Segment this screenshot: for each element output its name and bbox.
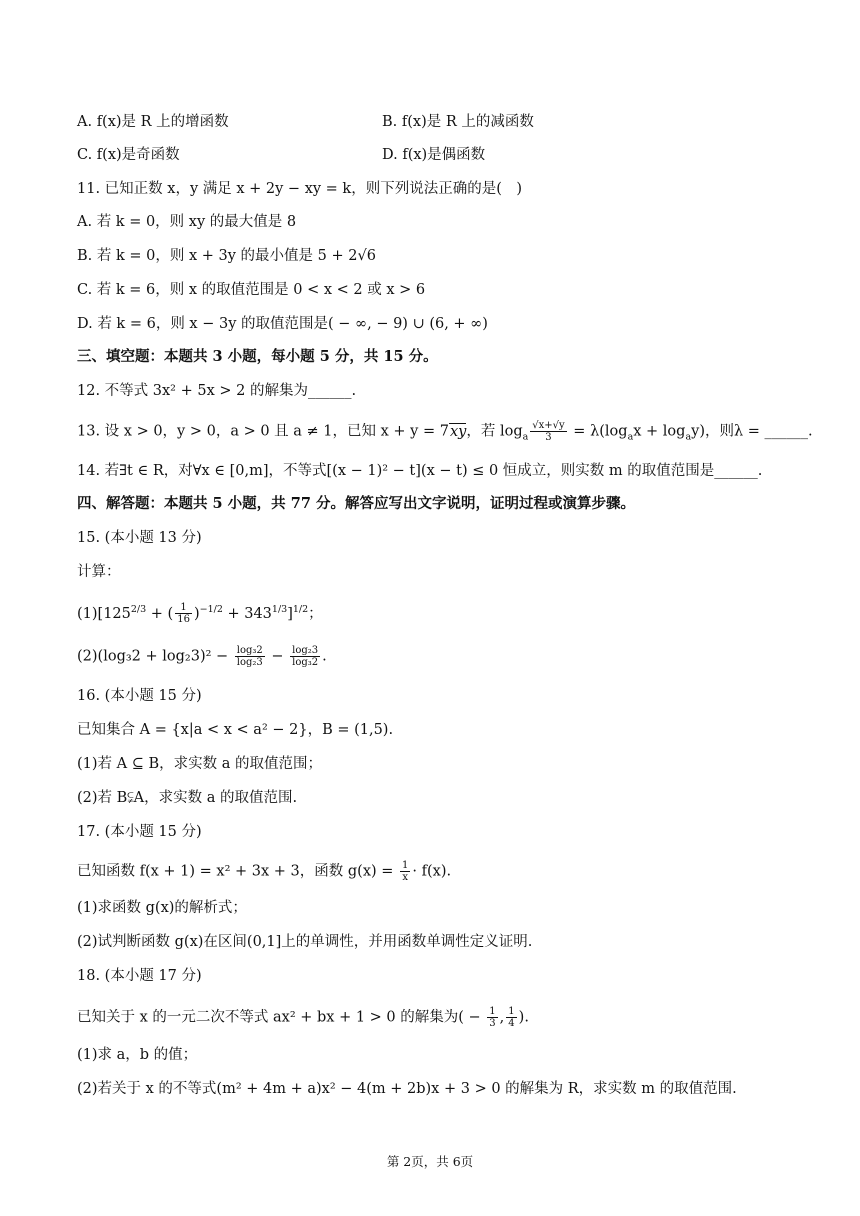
q15-p2: (2)(log₃2 + log₂3)² − [77, 648, 233, 665]
q15-exp4: 1/2 [292, 604, 309, 615]
question-11-option-d: D. 若 k = 6，则 x − 3y 的取值范围是( − ∞, − 9) ∪ (6, + ∞) [77, 316, 488, 332]
q15-frac2-den: log₂3 [236, 657, 263, 668]
q15-frac1 [175, 602, 192, 625]
question-15-part2 [77, 645, 327, 668]
q18-frac1 [487, 1006, 497, 1029]
question-18-sub1: (1)求 a，b 的值； [77, 1047, 198, 1063]
q18-frac1-num: 1 [489, 1006, 496, 1017]
question-18-stem [77, 1006, 529, 1029]
question-16-sub1: (1)若 A ⊆ B，求实数 a 的取值范围； [77, 756, 323, 772]
question-16-heading: 16. (本小题 15 分) [77, 688, 202, 704]
section-3-heading: 三、填空题：本题共 3 小题，每小题 5 分，共 15 分。 [77, 348, 438, 365]
section-4-heading: 四、解答题：本题共 5 小题，共 77 分。解答应写出文字说明，证明过程或演算步骤。 [77, 495, 635, 512]
q15-p1c: ) [193, 605, 200, 622]
question-16-sub2: (2)若 B⫋A，求实数 a 的取值范围. [77, 790, 298, 806]
q17-frac-den: x [402, 872, 409, 883]
question-14: 14. 若∃t ∈ R，对∀x ∈ [0,m]，不等式[(x − 1)² − t](x − t) ≤ 0 恒成立，则实数 m 的取值范围是______. [77, 463, 763, 479]
q13-part5: y)，则λ = ______. [691, 423, 813, 440]
q15-p1f: ； [308, 605, 323, 622]
option-b: B. f(x)是 R 上的减函数 [382, 114, 534, 130]
q13-sqrt: xy [449, 423, 467, 440]
q13-part2: ，若 log [466, 423, 523, 440]
q13-part1: 13. 设 x > 0，y > 0，a > 0 且 a ≠ 1，已知 x + y = 7 [77, 423, 449, 440]
option-a: A. f(x)是 R 上的增函数 [77, 114, 229, 130]
question-13 [77, 420, 813, 447]
question-11-option-c: C. 若 k = 6，则 x 的取值范围是 0 < x < 2 或 x > 6 [77, 282, 426, 298]
q18-stem-b: ). [518, 1009, 529, 1026]
q15-frac3 [290, 645, 320, 668]
question-17-sub1: (1)求函数 g(x)的解析式； [77, 900, 247, 916]
q13-part4: x + log [633, 423, 686, 440]
q15-exp2: −1/2 [199, 604, 223, 615]
option-d: D. f(x)是偶函数 [382, 147, 486, 163]
question-17-heading: 17. (本小题 15 分) [77, 824, 202, 840]
q15-p1e: ] [287, 605, 293, 622]
q15-frac2-num: log₃2 [236, 645, 263, 656]
q13-log-base: a [522, 431, 529, 443]
q13-part3: = λ(log [568, 423, 628, 440]
q15-frac2 [235, 645, 265, 668]
q15-frac1-den: 16 [177, 614, 190, 626]
page-footer: 第 2页，共 6页 [386, 1154, 474, 1169]
option-c: C. f(x)是奇函数 [77, 147, 180, 163]
q17-frac-num: 1 [402, 860, 409, 871]
q18-mid: , [499, 1009, 505, 1026]
q17-stem-b: · f(x). [412, 863, 452, 880]
q13-frac-den: 3 [545, 432, 552, 443]
question-11-stem: 11. 已知正数 x，y 满足 x + 2y − xy = k，则下列说法正确的是( ) [77, 181, 523, 197]
q15-frac3-den: log₃2 [292, 657, 319, 668]
q17-frac [400, 860, 410, 883]
question-12: 12. 不等式 3x² + 5x > 2 的解集为______. [77, 383, 357, 399]
question-11-option-b: B. 若 k = 0，则 x + 3y 的最小值是 5 + 2√6 [77, 248, 376, 264]
question-18-heading: 18. (本小题 17 分) [77, 968, 202, 984]
q13-frac-num: √x+√y [532, 420, 565, 431]
q15-frac3-num: log₂3 [292, 645, 319, 656]
q18-frac1-den: 3 [489, 1018, 496, 1029]
q17-stem-a: 已知函数 f(x + 1) = x² + 3x + 3，函数 g(x) = [77, 863, 399, 880]
question-17-stem [77, 860, 451, 883]
q13-log-base-3: a [685, 431, 692, 443]
q15-exp3: 1/3 [271, 604, 288, 615]
question-15-part1 [77, 600, 323, 625]
q18-frac2-num: 1 [508, 1006, 515, 1017]
q18-stem-a: 已知关于 x 的一元二次不等式 ax² + bx + 1 > 0 的解集为( − [77, 1009, 486, 1026]
question-15-heading: 15. (本小题 13 分) [77, 530, 202, 546]
q13-log-base-2: a [627, 431, 634, 443]
question-16-stem: 已知集合 A = {x|a < x < a² − 2}，B = (1,5). [77, 722, 394, 738]
q15-p1d: + 343 [222, 605, 272, 622]
question-18-sub2: (2)若关于 x 的不等式(m² + 4m + a)x² − 4(m + 2b)x + 3 > 0 的解集为 R，求实数 m 的取值范围. [77, 1081, 737, 1097]
question-11-option-a: A. 若 k = 0，则 xy 的最大值是 8 [77, 214, 297, 230]
question-17-sub2: (2)试判断函数 g(x)在区间(0,1]上的单调性，并用函数单调性定义证明. [77, 934, 533, 950]
q15-p1: (1)[125 [77, 605, 131, 622]
q15-p2b: − [266, 648, 289, 665]
q18-frac2 [506, 1006, 516, 1029]
q18-frac2-den: 4 [508, 1018, 515, 1029]
q15-p1b: + ( [146, 605, 174, 622]
question-15-intro: 计算： [77, 564, 121, 580]
q13-fraction [530, 420, 566, 443]
q15-frac1-num: 1 [175, 602, 192, 614]
q15-exp1: 2/3 [130, 604, 147, 615]
q15-p2c: . [322, 648, 327, 665]
